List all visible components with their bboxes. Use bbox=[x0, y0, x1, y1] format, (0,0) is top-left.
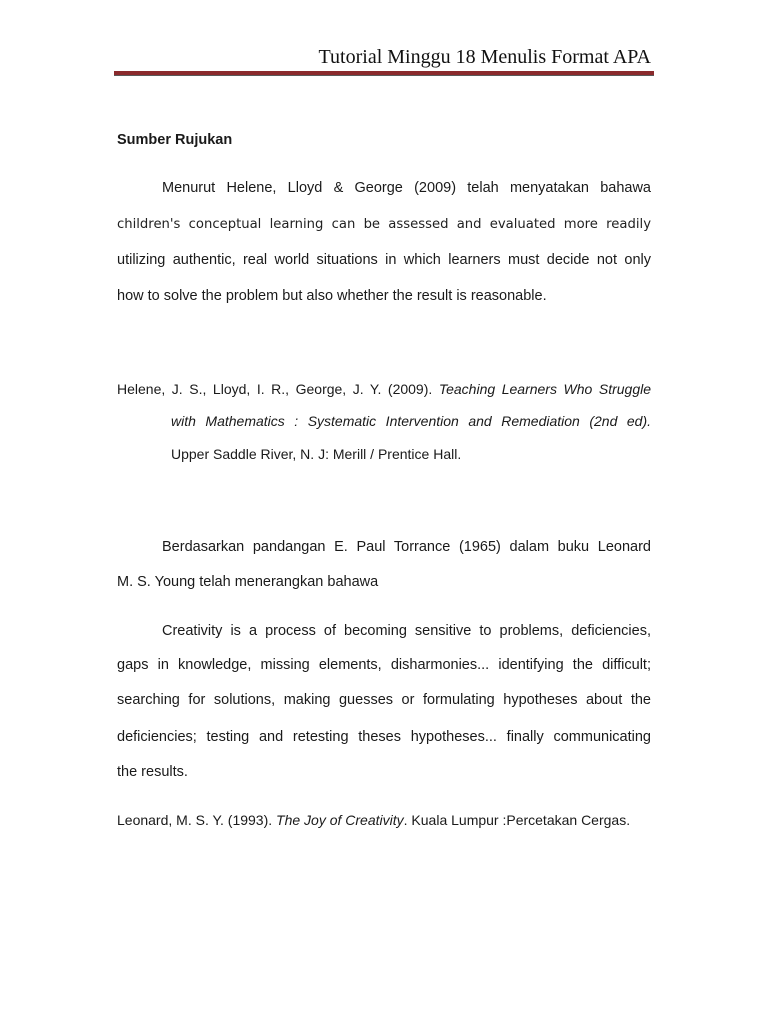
section-heading: Sumber Rujukan bbox=[117, 132, 233, 148]
page-header-title: Tutorial Minggu 18 Menulis Format APA bbox=[318, 46, 651, 68]
reference1-first-line bbox=[117, 381, 651, 397]
header-rule bbox=[114, 71, 654, 76]
paragraph1-line: children's conceptual learning can be assessed and evaluated more readily bbox=[117, 217, 651, 232]
paragraph1-line: utilizing authentic, real world situations in which learners must decide not only bbox=[117, 252, 651, 268]
paragraph2-line: M. S. Young telah menerangkan bahawa bbox=[117, 574, 379, 590]
paragraph1-line: how to solve the problem but also whether the result is reasonable. bbox=[117, 288, 547, 304]
reference2-publisher: . Kuala Lumpur :Percetakan Cergas. bbox=[403, 812, 631, 828]
quote-line: searching for solutions, making guesses or formulating hypotheses about the bbox=[117, 692, 651, 708]
quote-line: gaps in knowledge, missing elements, disharmonies... identifying the difficult; bbox=[117, 657, 651, 673]
quote-line: deficiencies; testing and retesting theses hypotheses... finally communicating bbox=[117, 729, 651, 745]
quote-line: Creativity is a process of becoming sensitive to problems, deficiencies, bbox=[162, 623, 651, 639]
reference1-title-line2: with Mathematics : Systematic Intervention and Remediation (2nd ed). bbox=[171, 413, 651, 429]
quote-line: the results. bbox=[117, 764, 188, 780]
paragraph1-line: Menurut Helene, Lloyd & George (2009) telah menyatakan bahawa bbox=[162, 180, 651, 196]
reference2 bbox=[117, 812, 630, 828]
reference2-title: The Joy of Creativity bbox=[276, 812, 404, 828]
paragraph2-line: Berdasarkan pandangan E. Paul Torrance (1965) dalam buku Leonard bbox=[162, 539, 651, 555]
reference2-authors: Leonard, M. S. Y. (1993). bbox=[117, 812, 273, 828]
reference1-title-part1: Teaching Learners Who Struggle bbox=[438, 381, 651, 397]
reference1-publisher: Upper Saddle River, N. J: Merill / Prentice Hall. bbox=[171, 446, 462, 462]
reference1-authors: Helene, J. S., Lloyd, I. R., George, J. Y. (2009). bbox=[117, 381, 433, 397]
